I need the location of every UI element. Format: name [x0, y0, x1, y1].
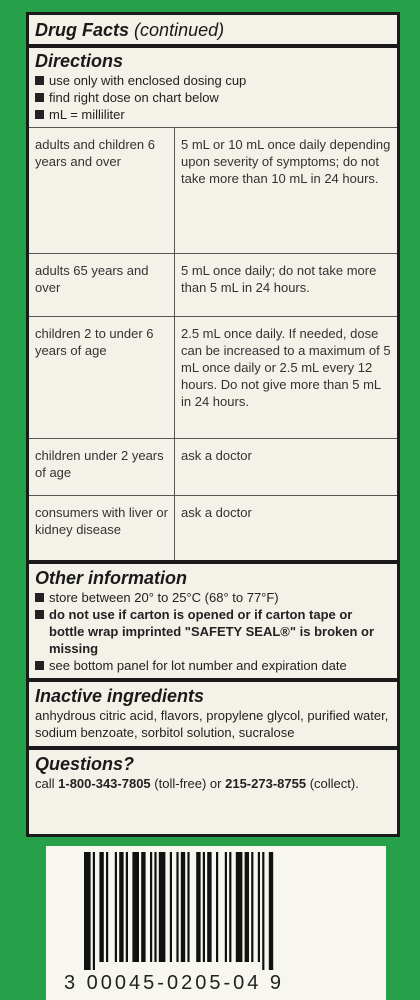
dosing-instruction: 5 mL once daily; do not take more than 5 mL in 24 hours.: [175, 254, 398, 317]
dosing-instruction: ask a doctor: [175, 496, 398, 560]
questions-text: [29, 775, 397, 792]
dosing-instruction: 2.5 mL once daily. If needed, dose can be increased to a maximum of 5 mL once daily or 2.5 mL every 12 hours. Do not give more than 5 mL in 24 hours.: [175, 317, 398, 439]
directions-bullet: use only with enclosed dosing cup: [35, 72, 391, 89]
other-information-bullet: store between 20° to 25°C (68° to 77°F): [35, 589, 391, 606]
drug-facts-panel: [26, 12, 400, 837]
questions-title: Questions?: [35, 753, 135, 774]
other-information-title: Other information: [35, 567, 187, 588]
dosing-row: [29, 317, 397, 439]
collect-note: (collect).: [309, 775, 359, 791]
dosing-instruction: ask a doctor: [175, 439, 398, 496]
inactive-ingredients-title: Inactive ingredients: [35, 685, 205, 706]
other-information-bullet: see bottom panel for lot number and expiration date: [35, 657, 391, 674]
collect-phone: 215-273-8755: [225, 775, 307, 791]
dosing-group: consumers with liver or kidney disease: [29, 496, 175, 560]
directions-bullets: [29, 72, 397, 123]
dosing-group: adults 65 years and over: [29, 254, 175, 317]
dosing-row: [29, 254, 397, 317]
inactive-ingredients-text: anhydrous citric acid, flavors, propylene glycol, purified water, sodium benzoate, sorbitol solution, sucralose: [35, 707, 389, 740]
other-information-bullet: do not use if carton is opened or if carton tape or bottle wrap imprinted "SAFETY SEAL®" is broken or missing: [35, 606, 391, 657]
toll-free-note: (toll-free) or: [154, 775, 222, 791]
directions-bullet: mL = milliliter: [35, 106, 391, 123]
continued-label: (continued): [134, 20, 225, 40]
dosing-group: children 2 to under 6 years of age: [29, 317, 175, 439]
dosing-instruction: 5 mL or 10 mL once daily depending upon severity of symptoms; do not take more than 10 mL in 24 hours.: [175, 128, 398, 254]
directions-title: Directions: [35, 51, 124, 71]
barcode-panel: [46, 846, 386, 1000]
dosing-row: [29, 128, 397, 254]
directions-bullet: find right dose on chart below: [35, 89, 391, 106]
barcode: [46, 846, 386, 971]
drug-facts-title: [29, 15, 397, 41]
dosing-group: children under 2 years of age: [29, 439, 175, 496]
drug-facts-heading: Drug Facts: [35, 20, 130, 40]
dosing-row: [29, 439, 397, 496]
dosing-group: adults and children 6 years and over: [29, 128, 175, 254]
dosing-table: [29, 127, 397, 560]
toll-free-phone: 1-800-343-7805: [58, 775, 151, 791]
other-information-bullets: [29, 589, 397, 678]
barcode-digits: 3 00045-0205-04 9: [64, 972, 285, 994]
dosing-row: [29, 496, 397, 560]
call-label: call: [35, 775, 55, 791]
